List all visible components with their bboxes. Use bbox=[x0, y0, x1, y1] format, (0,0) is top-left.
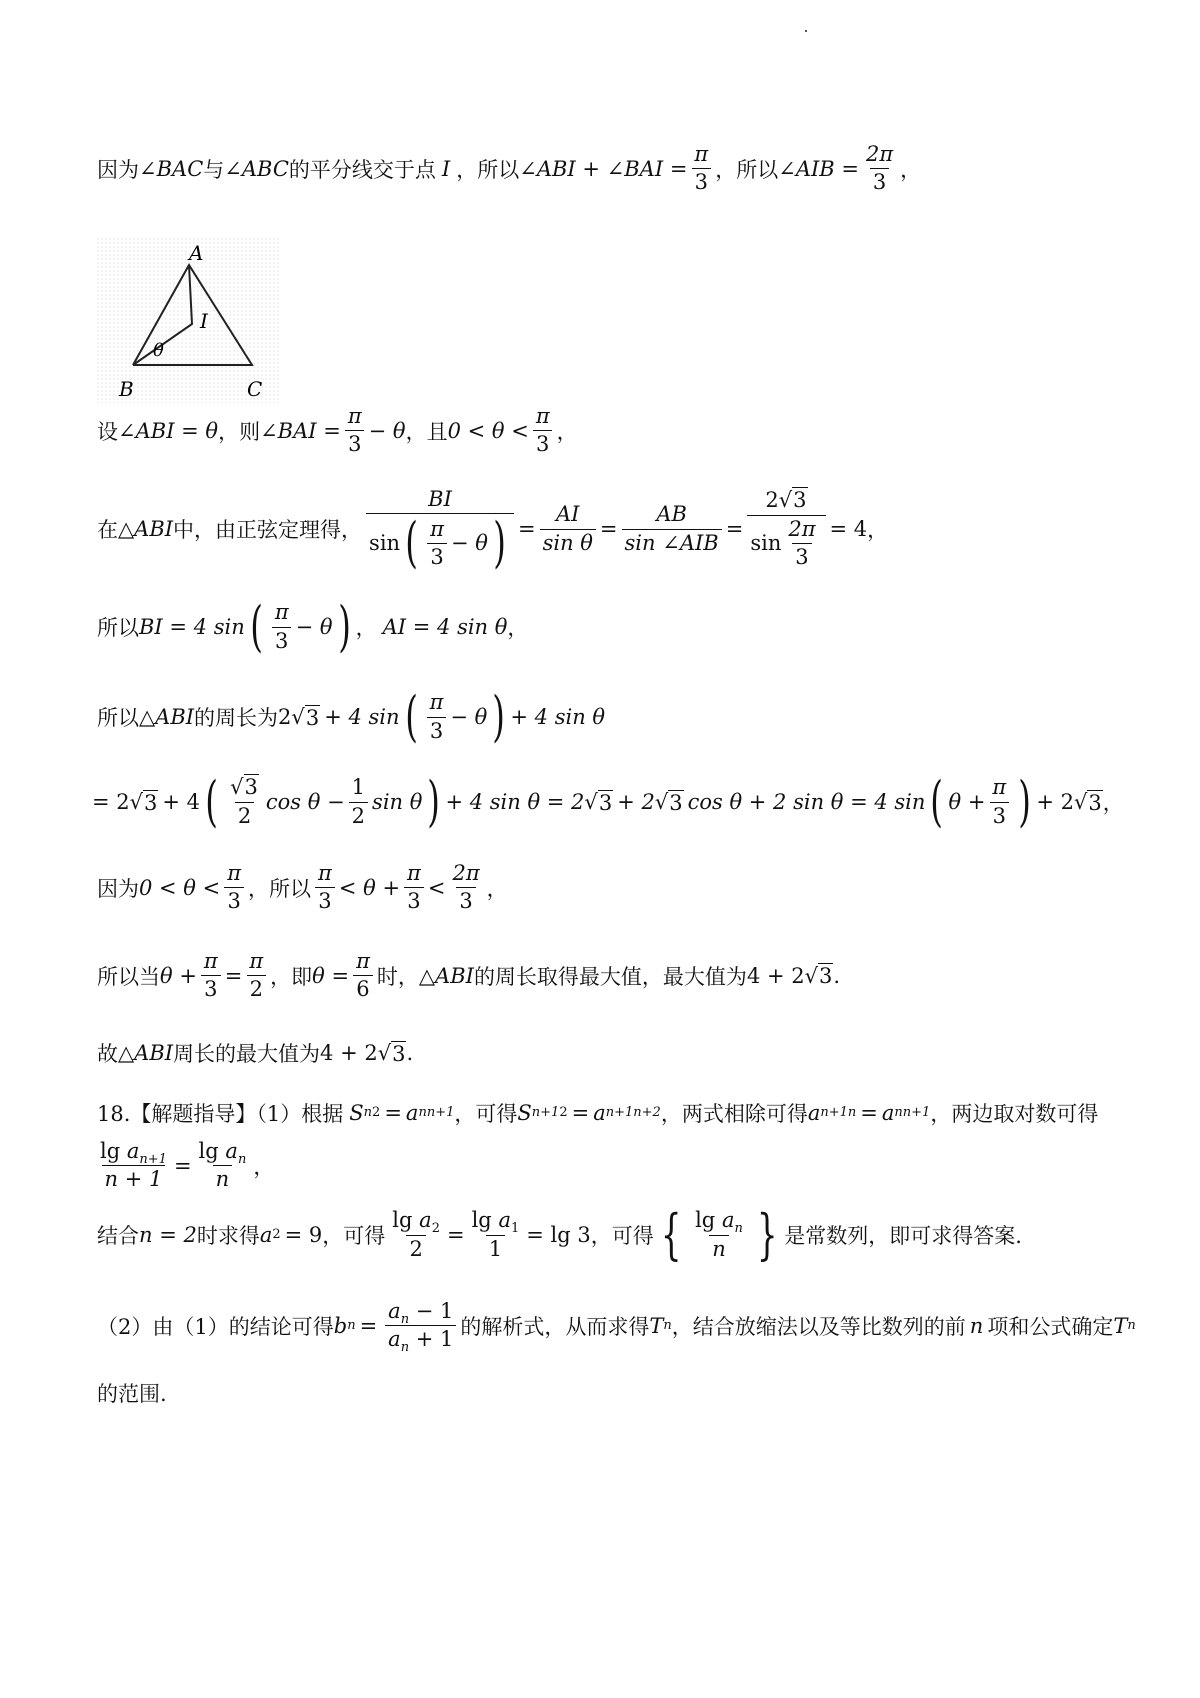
scan-dot bbox=[805, 30, 807, 32]
line-3: 在 △ABI 中，由正弦定理得， BI sin ( $\frac{\pi}{3}$ − θ ) = $\frac{AI}{\text{sin θ}}$ = $\frac{AB}{\text{sin ∠AIB}}$ = 2√3 sin $\frac{2\pi}{3}$ = 4 ， bbox=[97, 487, 889, 575]
triangle-diagram bbox=[97, 238, 281, 403]
label-b: B bbox=[119, 377, 134, 401]
triangle-figure bbox=[97, 238, 281, 403]
line-4: 所以 BI = 4 sin ( $\frac{\pi}{3}$ − θ ) ， AI = 4 sin θ ， bbox=[97, 595, 529, 658]
line-2: 设 ∠ABI = θ ，则 ∠BAI = $\frac{\pi}{3}$ − θ ，且 0 < θ < $\frac{\pi}{3}$ ， bbox=[97, 404, 578, 457]
line-1 bbox=[97, 143, 1120, 194]
line-12: 结合 n = 2 时求得 a 2 = 9 ，可得 $\frac{\lg a_2}{2}$ = $\frac{\lg a_1}{1}$ = lg 3 ，可得 { $\frac{\lg a_n}{n}$ } 是常数列，即可求得答案. bbox=[97, 1203, 1022, 1266]
label-theta: θ bbox=[153, 340, 164, 361]
label-c: C bbox=[247, 377, 263, 401]
math: ∠AIB = bbox=[778, 156, 859, 181]
line-10: 18.【解题指导】（1）根据 S n 2 = a n n+1 ，可得 S n+1 2 = a n+1 n+2 ，两式相除可得 a n+1 n = a n n+1 ，两边取对数可得 bbox=[97, 1101, 1099, 1126]
line-11: $\frac{\lg a_{n+1}}{n + 1}$ = $\frac{\lg a_n}{n}$ ， bbox=[100, 1139, 275, 1192]
fraction: 2√3 sin $\frac{2\pi}{3}$ bbox=[747, 489, 825, 568]
math: ∠ABI + ∠BAI = bbox=[519, 156, 688, 181]
label-i: I bbox=[200, 309, 208, 333]
text: 与 bbox=[203, 157, 225, 182]
line-5: 所以 △ABI 的周长为 2 √ 3 + 4 sin ( $\frac{\pi}{3}$ − θ ) + 4 sin θ bbox=[97, 685, 606, 748]
text: ， bbox=[900, 157, 922, 182]
fraction: $\frac{\pi}{3}$ bbox=[533, 405, 553, 456]
fraction: $\frac{AI}{\text{sin θ}}$ bbox=[540, 503, 596, 554]
text: ，所以 bbox=[456, 157, 520, 182]
label-a: A bbox=[189, 241, 204, 265]
text: 因为 bbox=[97, 157, 139, 182]
fraction: $\frac{AB}{\text{sin ∠AIB}}$ bbox=[622, 503, 722, 554]
text: 的平分线交于点 bbox=[288, 157, 436, 182]
line-14: 的范围. bbox=[97, 1382, 167, 1406]
fraction: $\frac{\pi}{3}$ bbox=[345, 405, 365, 456]
text: ，所以 bbox=[715, 157, 779, 182]
line-6: = 2 √ 3 + 4 ( $\frac{√3}{2}$ cos θ − $\frac{1}{2}$ sin θ ) + 4 sin θ = 2 √ 3 + 2 √ 3 cos θ + 2 sin θ = 4 sin ( θ + $\frac{\pi}{3}$ ) + 2 √ 3 ， bbox=[92, 770, 1124, 833]
fraction: $\frac{\pi}{3}$ bbox=[691, 143, 711, 194]
line-7: 因为 0 < θ < $\frac{\pi}{3}$ ，所以 $\frac{\pi}{3}$ < θ + $\frac{\pi}{3}$ < $\frac{2\pi}{3}$ ， bbox=[97, 861, 508, 914]
line-13: （2）由（1）的结论可得 b n = $\frac{a_n - 1}{a_n + 1}$ 的解析式，从而求得 T n ，结合放缩法以及等比数列的前 n 项和公式确定 T n bbox=[97, 1299, 1136, 1356]
math: ∠BAC bbox=[139, 156, 204, 181]
line-9: 故 △ABI 周长的最大值为 4 + 2 √ 3 . bbox=[97, 1041, 414, 1066]
fraction: $\frac{2\pi}{3}$ bbox=[866, 142, 894, 195]
math: ∠ABC bbox=[224, 156, 289, 181]
line-8: 所以当 θ + $\frac{\pi}{3}$ = $\frac{\pi}{2}$ ，即 θ = $\frac{\pi}{6}$ 时， △ABI 的周长取得最大值，最大值为 4 + 2 √ 3 . bbox=[97, 949, 841, 1002]
math: I bbox=[441, 156, 451, 181]
fraction: BI sin ( $\frac{\pi}{3}$ − θ ) bbox=[366, 488, 514, 570]
